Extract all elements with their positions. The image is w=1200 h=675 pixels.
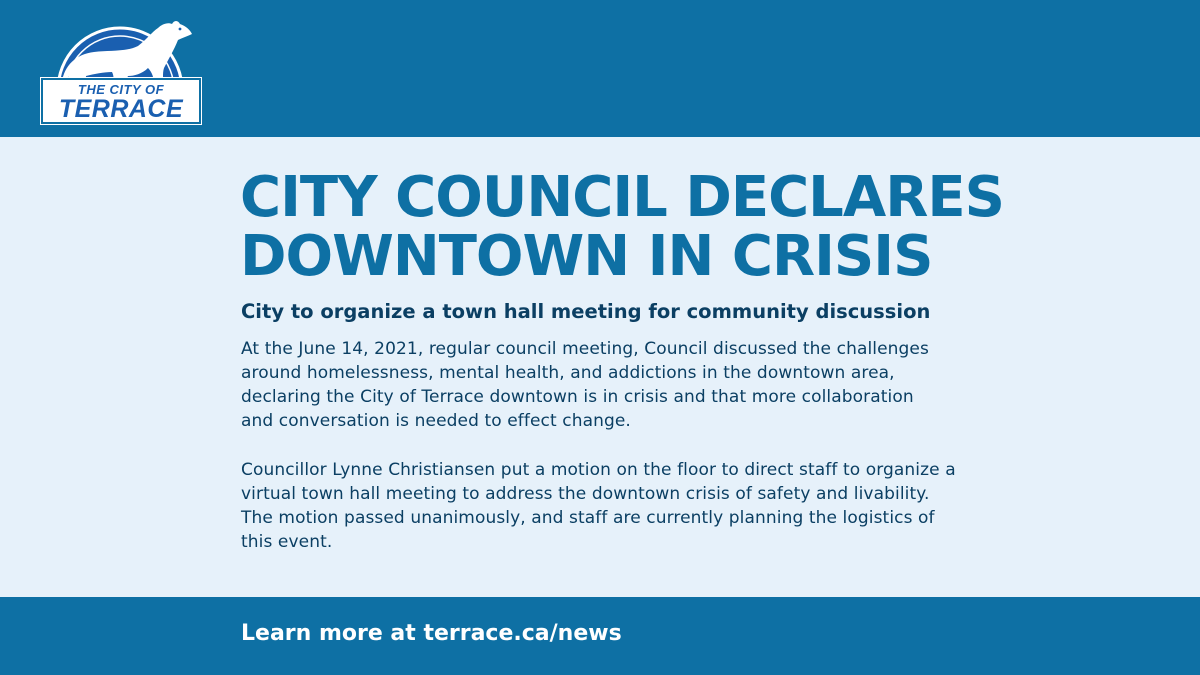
article-body	[241, 337, 1161, 579]
paragraph-line: The motion passed unanimously, and staff are currently planning the logistics of	[241, 508, 935, 528]
paragraph-line: declaring the City of Terrace downtown is in crisis and that more collaboration	[241, 387, 914, 407]
paragraph-line: virtual town hall meeting to address the downtown crisis of safety and livability.	[241, 484, 930, 504]
paragraph-line: and conversation is needed to effect change.	[241, 411, 631, 431]
headline-line: CITY COUNCIL DECLARES	[240, 165, 1004, 230]
logo-text-city-of: THE CITY OF	[77, 82, 165, 97]
logo-text-terrace: TERRACE	[58, 95, 184, 123]
city-of-terrace-logo	[40, 10, 202, 128]
subheadline: City to organize a town hall meeting for community discussion	[241, 300, 931, 323]
headline-line: DOWNTOWN IN CRISIS	[240, 224, 933, 289]
learn-more-link[interactable]: Learn more at terrace.ca/news	[241, 621, 622, 646]
paragraph	[241, 458, 1161, 554]
paragraph-line: this event.	[241, 532, 333, 552]
paragraph	[241, 337, 1161, 433]
paragraph-line: At the June 14, 2021, regular council meeting, Council discussed the challenges	[241, 339, 929, 359]
headline	[240, 165, 1140, 289]
paragraph-line: around homelessness, mental health, and addictions in the downtown area,	[241, 363, 895, 383]
paragraph-line: Councillor Lynne Christiansen put a motion on the floor to direct staff to organize a	[241, 460, 956, 480]
logo-plate	[41, 78, 201, 124]
header-band	[0, 0, 1200, 137]
